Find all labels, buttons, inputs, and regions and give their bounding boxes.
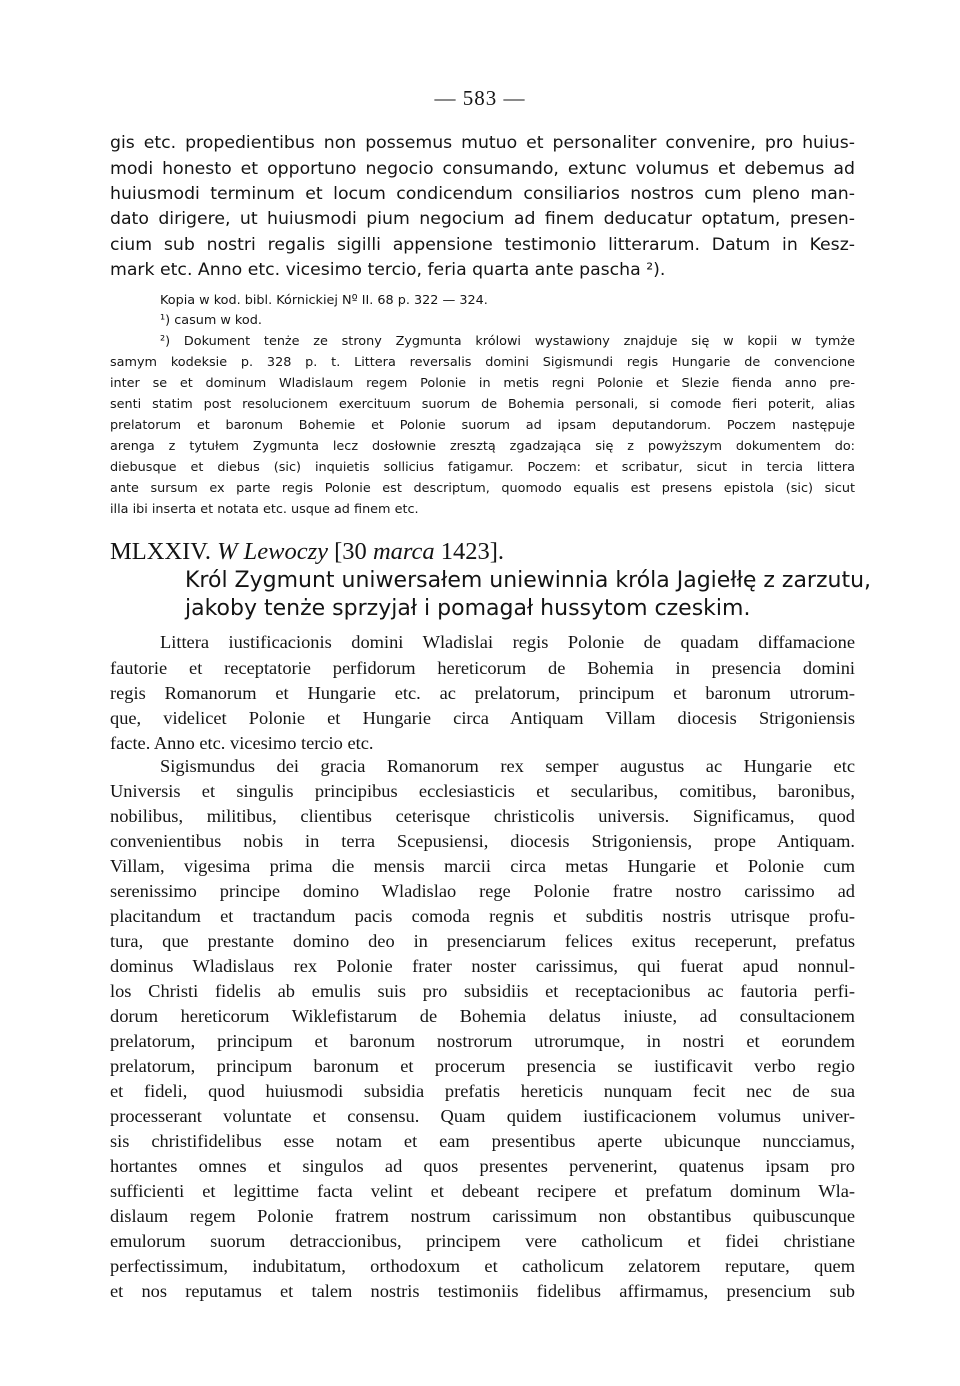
document-summary: Król Zygmunt uniwersałem uniewinnia króla Jagiełłę z zarzutu, xyxy=(185,568,872,593)
rubric-line: fautorie et receptatorie perfidorum hereticorum de Bohemia in presencia domini xyxy=(110,658,855,678)
page-number: — 583 — xyxy=(434,86,526,110)
body-line: nobilibus, militibus, clientibus ceterisque christicolis universis. Significamus, quod xyxy=(110,806,855,826)
rubric-line: regis Romanorum et Hungarie etc. ac prelatorum, principum et baronum utrorum- xyxy=(110,683,855,703)
footnote: ²) Dokument tenże ze strony Zygmunta królowi wystawiony znajduje się w kopii w tymże xyxy=(160,334,855,349)
footnote: prelatorum et baronum Bohemie et Polonie suorum ad ipsam deputandorum. Poczem następuje xyxy=(110,418,855,433)
footnote: arenga z tytułem Zygmunta lecz dosłownie zresztą zgadzająca się z powyższym dokumentem do: xyxy=(110,439,855,454)
body-line: perfectissimum, indubitatum, orthodoxum et catholicum zelatorem reputare, quem xyxy=(110,1256,855,1276)
text-line: modi honesto et opportuno negocio consumando, extunc volumus et debemus ad xyxy=(110,159,855,179)
source-note: Kopia w kod. bibl. Kórnickiej Nº II. 68 p. 322 — 324. xyxy=(160,293,488,308)
document-number: MLXXIV. xyxy=(110,538,211,565)
document-date-close: 1423]. xyxy=(434,538,505,565)
body-line: placitandum et tractandum pacis comoda regnis et subditis nostris utrisque profu- xyxy=(110,906,855,926)
rubric-line: facte. Anno etc. vicesimo tercio etc. xyxy=(110,733,374,753)
footnote: ¹) casum w kod. xyxy=(160,313,262,328)
body-line: et fideli, quod huiusmodi subsidia prefatis hereticis nunquam fecit nec de sua xyxy=(110,1081,855,1101)
document-date-open: [30 xyxy=(328,538,373,565)
footnote: senti statim post resolucionem exercituum suorum de Bohemia personali, si comode fieri poterit, alias xyxy=(110,397,855,412)
body-line: dislaum regem Polonie fratrem nostrum carissimum non obstantibus quibuscunque xyxy=(110,1206,855,1226)
footnote: samym kodeksie p. 328 p. t. Littera reversalis domini Sigismundi regis Hungarie de convencione xyxy=(110,355,855,370)
text-line: cium sub nostri regalis sigilli appensione testimonio litterarum. Datum in Kesz- xyxy=(110,235,855,255)
rubric-line: que, videlicet Polonie et Hungarie circa Antiquam Villam diocesis Strigoniensis xyxy=(110,708,855,728)
body-line: prelatorum, principum baronum et procerum presencia se iustificavit verbo regio xyxy=(110,1056,855,1076)
document-heading xyxy=(110,538,504,566)
text-line: huiusmodi terminum et locum condicendum consiliarios nostros cum pleno man- xyxy=(110,184,855,204)
body-line: dominus Wladislaus rex Polonie frater noster carissimus, qui fuerat apud nonnul- xyxy=(110,956,855,976)
body-line: los Christi fidelis ab emulis suis pro subsidiis et receptacionibus ac fautoria perfi- xyxy=(110,981,855,1001)
body-line: sis christifidelibus esse notam et eam presentibus aperte ubicunque nuncciamus, xyxy=(110,1131,855,1151)
body-line: prelatorum, principum et baronum nostrorum utrorumque, in nostri et eorundem xyxy=(110,1031,855,1051)
document-summary: jakoby tenże sprzyjał i pomagał hussytom czeskim. xyxy=(185,596,751,621)
body-line: emulorum suorum detraccionibus, principem vere catholicum et fidei christiane xyxy=(110,1231,855,1251)
body-line: sufficienti et legittime facta velint et debeant recipere et prefatum dominum Wla- xyxy=(110,1181,855,1201)
body-line: tura, que prestante domino deo in presenciarum felices exitus receperunt, prefatus xyxy=(110,931,855,951)
body-line: Villam, vigesima prima die mensis marcii circa metas Hungarie et Polonie cum xyxy=(110,856,855,876)
body-line: dorum hereticorum Wiklefistarum de Bohemia delatus iniuste, ad consultacionem xyxy=(110,1006,855,1026)
text-line: gis etc. propedientibus non possemus mutuo et personaliter convenire, pro huius- xyxy=(110,133,855,153)
body-line: et nos reputamus et talem nostris testimoniis fidelibus affirmamus, presencium sub xyxy=(110,1281,855,1301)
footnote: diebusque et diebus (sic) inquietis sollicius fatigamur. Poczem: et scribatur, sicut in tercia littera xyxy=(110,460,855,475)
document-place: W Lewoczy xyxy=(217,538,329,565)
text-line: mark etc. Anno etc. vicesimo tercio, feria quarta ante pascha ²). xyxy=(110,260,666,280)
text-line: dato dirigere, ut huiusmodi pium negocium ad finem deducatur optatum, presen- xyxy=(110,209,855,229)
rubric-line: Littera iustificacionis domini Wladislai regis Polonie de quadam diffamacione xyxy=(160,632,855,652)
body-line: hortantes omnes et singulos ad quos presentes pervenerint, quatenus ipsam pro xyxy=(110,1156,855,1176)
body-line: serenissimo principe domino Wladislao rege Polonie fratre nostro carissimo ad xyxy=(110,881,855,901)
body-line: processerant voluntate et consensu. Quam quidem iustificacionem volumus univer- xyxy=(110,1106,855,1126)
document-date-month: marca xyxy=(372,538,435,565)
body-line: Universis et singulis principibus ecclesiasticis et secularibus, comitibus, baronibus, xyxy=(110,781,855,801)
footnote: inter se et dominum Wladislaum regem Polonie in metis regni Polonie et Slezie fienda anno pre- xyxy=(110,376,855,391)
footnote: illa ibi inserta et notata etc. usque ad finem etc. xyxy=(110,502,419,517)
footnote: ante sursum ex parte regis Polonie est descriptum, quomodo equalis est presens epistola (sic) sicut xyxy=(110,481,855,496)
body-line: Sigismundus dei gracia Romanorum rex semper augustus ac Hungarie etc xyxy=(160,756,855,776)
body-line: convenientibus nobis in terra Scepusiensi, diocesis Strigoniensis, prope Antiquam. xyxy=(110,831,855,851)
